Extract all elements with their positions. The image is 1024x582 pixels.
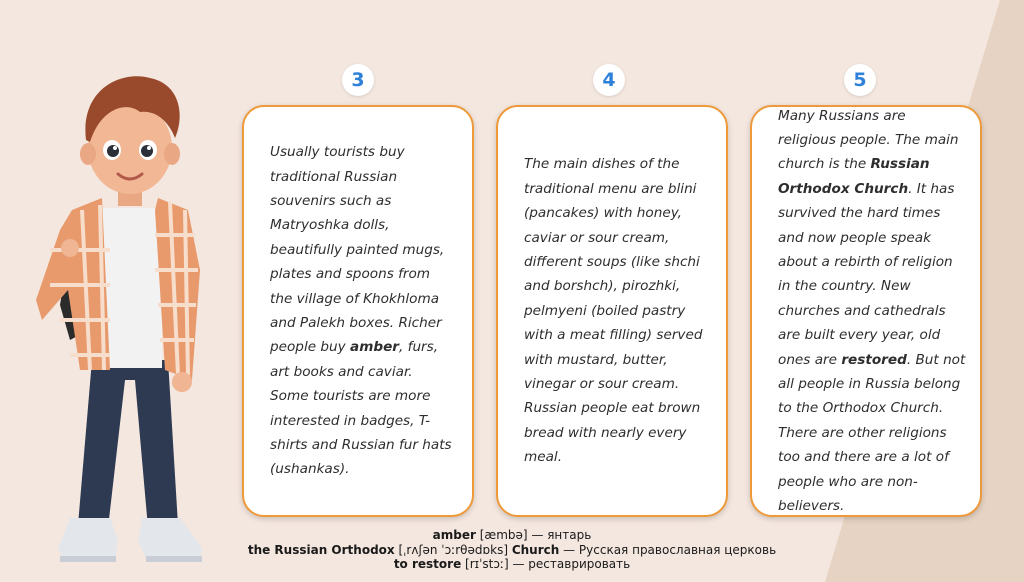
card-food-text: The main dishes of the traditional menu are blini (pancakes) with honey, caviar or sour cream, different soups (like shchi and borshch), pirozhki, pelmyeni (boiled pastry with a meat filling) served with mustard, butter, vinegar or sour cream. Russian people eat brown bread with nearly every meal. xyxy=(524,156,703,466)
card-number-3: 3 xyxy=(342,64,374,96)
card-souvenirs-text: Usually tourists buy traditional Russian souvenirs such as Matryoshka dolls, beautifully painted mugs, plates and spoons from the village of Khokhloma and Palekh boxes. Richer people buy amber, furs, art books and caviar. Some tourists are more interested in badges, T-shirts and Russian fur hats (ushankas). xyxy=(270,144,452,478)
vocab-item: the Russian Orthodox [ˌrʌʃən ˈɔːrθədɒks] Church — Русская православная церковь xyxy=(247,542,777,557)
term-amber: amber xyxy=(350,339,400,356)
card-religion-text: Many Russians are religious people. The main church is the Russian Orthodox Church. It has survived the hard times and now people speak about a rebirth of religion in the country. New churches and cathedrals are built every year, old ones are restored. But not all people in Russia belong to the Orthodox Church. There are other religions too and there are a lot of people who are non-believers. xyxy=(778,107,966,515)
term-russian-orthodox-church: Russian Orthodox Church xyxy=(778,156,930,197)
vocab-item: amber [æmbə] — янтарь xyxy=(432,528,592,542)
card-number-5: 5 xyxy=(844,64,876,96)
card-number-4: 4 xyxy=(593,64,625,96)
card-food xyxy=(496,105,728,517)
card-souvenirs xyxy=(242,105,474,517)
vocabulary-list xyxy=(0,528,1024,572)
card-religion xyxy=(750,105,982,517)
vocab-item: to restore [rɪˈstɔː] — реставрировать xyxy=(393,557,631,571)
term-restored: restored xyxy=(841,351,907,368)
boy-illustration xyxy=(30,70,230,575)
